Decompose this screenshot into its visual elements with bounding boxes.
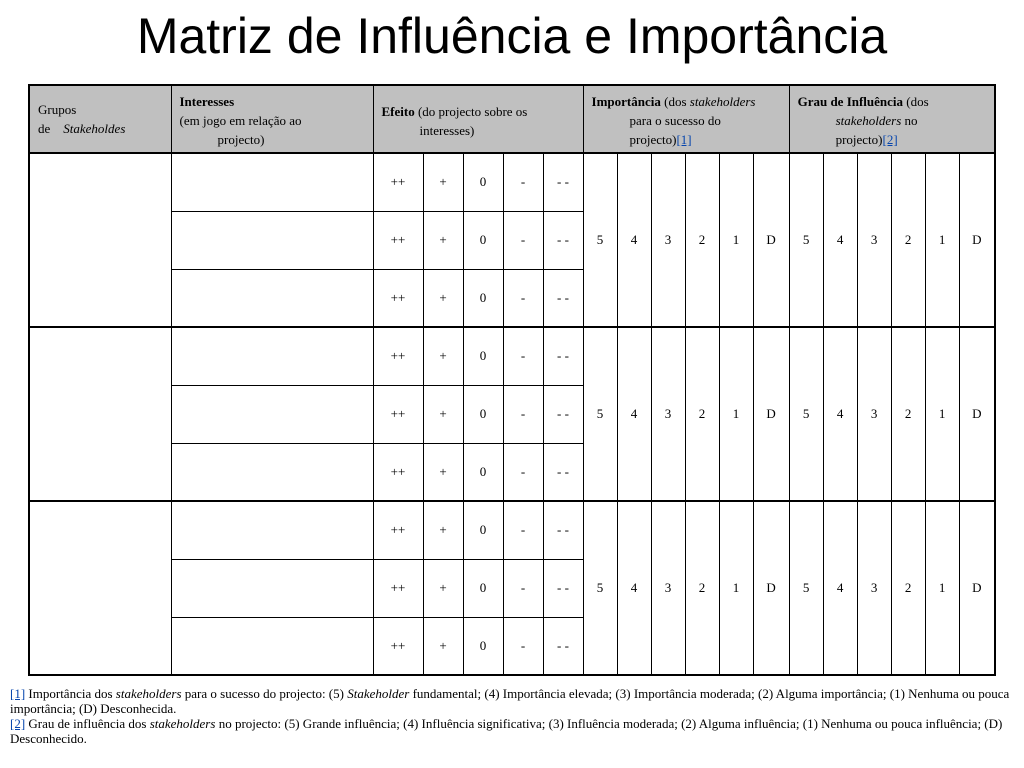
effect-option[interactable]: 0: [463, 327, 503, 385]
influence-option[interactable]: 2: [891, 153, 925, 327]
effect-option[interactable]: ++: [373, 327, 423, 385]
importance-option[interactable]: 5: [583, 501, 617, 675]
importance-option[interactable]: D: [753, 501, 789, 675]
header-influencia: Grau de Influência (dos stakeholders no projecto)[2]: [789, 85, 995, 153]
footnote-1: [1] Importância dos stakeholders para o sucesso do projecto: (5) Stakeholder fundamental; (4) Importância elevada; (3) Importância moderada; (2) Alguma importância; (1) Nenhuma ou pouca importância; (D) Desconhecida.: [10, 686, 1010, 716]
importance-option[interactable]: 2: [685, 153, 719, 327]
influence-option[interactable]: 4: [823, 327, 857, 501]
importance-option[interactable]: 3: [651, 153, 685, 327]
footnote-link-1[interactable]: [1]: [676, 132, 692, 147]
effect-option[interactable]: +: [423, 385, 463, 443]
effect-option[interactable]: - -: [543, 269, 583, 327]
importance-option[interactable]: 5: [583, 153, 617, 327]
effect-option[interactable]: 0: [463, 211, 503, 269]
footnote-ref-1[interactable]: [1]: [10, 686, 26, 701]
influence-option[interactable]: D: [959, 153, 995, 327]
influence-importance-matrix: [28, 84, 996, 676]
header-row: [29, 85, 995, 153]
effect-option[interactable]: 0: [463, 617, 503, 675]
effect-option[interactable]: +: [423, 501, 463, 559]
effect-option[interactable]: - -: [543, 211, 583, 269]
effect-option[interactable]: - -: [543, 617, 583, 675]
effect-option[interactable]: +: [423, 559, 463, 617]
stakeholder-group-cell[interactable]: [29, 153, 171, 327]
effect-option[interactable]: ++: [373, 501, 423, 559]
effect-option[interactable]: +: [423, 327, 463, 385]
influence-option[interactable]: 4: [823, 153, 857, 327]
influence-option[interactable]: 3: [857, 501, 891, 675]
interest-row: [29, 327, 995, 385]
effect-option[interactable]: - -: [543, 385, 583, 443]
effect-option[interactable]: +: [423, 153, 463, 211]
influence-option[interactable]: 4: [823, 501, 857, 675]
footnote-ref-2[interactable]: [2]: [10, 716, 26, 731]
influence-option[interactable]: 5: [789, 153, 823, 327]
effect-option[interactable]: ++: [373, 559, 423, 617]
effect-option[interactable]: -: [503, 327, 543, 385]
effect-option[interactable]: -: [503, 559, 543, 617]
effect-option[interactable]: ++: [373, 211, 423, 269]
page-title: Matriz de Influência e Importância: [136, 8, 888, 64]
influence-option[interactable]: 1: [925, 327, 959, 501]
influence-option[interactable]: D: [959, 327, 995, 501]
interest-row: [29, 501, 995, 559]
influence-option[interactable]: 5: [789, 501, 823, 675]
stakeholder-group-cell[interactable]: [29, 327, 171, 501]
importance-option[interactable]: D: [753, 327, 789, 501]
effect-option[interactable]: +: [423, 269, 463, 327]
effect-option[interactable]: -: [503, 385, 543, 443]
effect-option[interactable]: - -: [543, 443, 583, 501]
footnote-2: [2] Grau de influência dos stakeholders no projecto: (5) Grande influência; (4) Influência significativa; (3) Influência moderada; (2) Alguma influência; (1) Nenhuma ou pouca influência; (D) Desconhecido.: [10, 716, 1003, 746]
effect-option[interactable]: -: [503, 617, 543, 675]
importance-option[interactable]: 3: [651, 327, 685, 501]
importance-option[interactable]: D: [753, 153, 789, 327]
effect-option[interactable]: +: [423, 211, 463, 269]
influence-option[interactable]: 2: [891, 327, 925, 501]
stakeholder-group-cell[interactable]: [29, 501, 171, 675]
effect-option[interactable]: 0: [463, 559, 503, 617]
interest-cell[interactable]: [171, 617, 373, 675]
importance-option[interactable]: 1: [719, 153, 753, 327]
effect-option[interactable]: ++: [373, 385, 423, 443]
importance-option[interactable]: 4: [617, 153, 651, 327]
influence-option[interactable]: 3: [857, 327, 891, 501]
importance-option[interactable]: 4: [617, 327, 651, 501]
footnotes: [10, 686, 1010, 746]
effect-option[interactable]: ++: [373, 153, 423, 211]
effect-option[interactable]: ++: [373, 617, 423, 675]
header-grupos: Grupos de Stakeholdes: [29, 85, 171, 153]
importance-option[interactable]: 3: [651, 501, 685, 675]
influence-option[interactable]: 1: [925, 153, 959, 327]
importance-option[interactable]: 2: [685, 327, 719, 501]
effect-option[interactable]: 0: [463, 269, 503, 327]
effect-option[interactable]: - -: [543, 501, 583, 559]
importance-option[interactable]: 1: [719, 327, 753, 501]
effect-option[interactable]: 0: [463, 443, 503, 501]
interest-cell[interactable]: [171, 327, 373, 385]
interest-cell[interactable]: [171, 443, 373, 501]
effect-option[interactable]: ++: [373, 269, 423, 327]
effect-option[interactable]: ++: [373, 443, 423, 501]
effect-option[interactable]: - -: [543, 327, 583, 385]
interest-cell[interactable]: [171, 559, 373, 617]
effect-option[interactable]: +: [423, 443, 463, 501]
footnote-link-2[interactable]: [2]: [882, 132, 898, 147]
interest-cell[interactable]: [171, 385, 373, 443]
influence-option[interactable]: 5: [789, 327, 823, 501]
importance-option[interactable]: 5: [583, 327, 617, 501]
effect-option[interactable]: 0: [463, 501, 503, 559]
effect-option[interactable]: -: [503, 211, 543, 269]
interest-cell[interactable]: [171, 153, 373, 211]
effect-option[interactable]: -: [503, 269, 543, 327]
interest-row: [29, 153, 995, 211]
importance-option[interactable]: 4: [617, 501, 651, 675]
effect-option[interactable]: +: [423, 617, 463, 675]
effect-option[interactable]: - -: [543, 559, 583, 617]
effect-option[interactable]: - -: [543, 153, 583, 211]
header-interesses: Interesses (em jogo em relação ao projecto): [171, 85, 373, 153]
interest-cell[interactable]: [171, 269, 373, 327]
header-importancia: Importância (dos stakeholders para o sucesso do projecto)[1]: [583, 85, 789, 153]
effect-option[interactable]: -: [503, 443, 543, 501]
influence-option[interactable]: 1: [925, 501, 959, 675]
influence-option[interactable]: 3: [857, 153, 891, 327]
importance-option[interactable]: 1: [719, 501, 753, 675]
influence-option[interactable]: D: [959, 501, 995, 675]
influence-option[interactable]: 2: [891, 501, 925, 675]
effect-option[interactable]: 0: [463, 385, 503, 443]
importance-option[interactable]: 2: [685, 501, 719, 675]
interest-cell[interactable]: [171, 501, 373, 559]
effect-option[interactable]: -: [503, 153, 543, 211]
effect-option[interactable]: -: [503, 501, 543, 559]
interest-cell[interactable]: [171, 211, 373, 269]
header-efeito: Efeito (do projecto sobre os interesses): [373, 85, 583, 153]
effect-option[interactable]: 0: [463, 153, 503, 211]
